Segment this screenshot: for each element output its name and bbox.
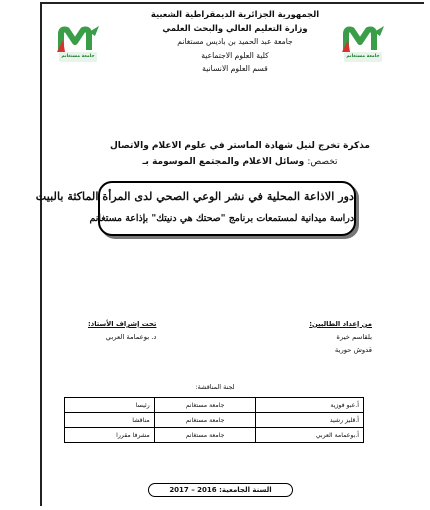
table-row <box>65 413 364 428</box>
academic-year-value: 2016 – 2017 <box>169 486 217 494</box>
member-university: جامعة مستغانم <box>154 428 256 443</box>
institution-header <box>150 8 320 76</box>
member-role: رئيسا <box>65 398 155 413</box>
member-role: مناقشا <box>65 413 155 428</box>
logo-mark-right <box>340 24 386 54</box>
supervisor-block <box>88 318 156 344</box>
committee-heading: لجنة المناقشة: <box>195 383 235 391</box>
thesis-title-box <box>35 181 356 236</box>
member-name: أ.عبو فوزية <box>256 398 364 413</box>
logo-mark-left <box>55 24 101 54</box>
member-university: جامعة مستغانم <box>154 398 256 413</box>
logo-caption-left: جامعة مستغانم <box>59 52 97 62</box>
students-block <box>309 318 372 357</box>
memo-line: مذكرة تخرج لنيل شهادة الماستر في علوم الاعلام والاتصال <box>109 141 371 151</box>
republic-line: الجمهورية الجزائرية الديمقراطية الشعبية <box>150 9 320 19</box>
academic-year-label: السنة الجامعية: <box>219 486 272 494</box>
thesis-subtitle: دراسة ميدانية لمستمعات برنامج "صحتك هي دنيتك" بإذاعة مستغانم <box>89 213 354 224</box>
faculty-line: كلية العلوم الاجتماعية <box>201 50 269 60</box>
university-line: جامعة عبد الحميد بن باديس مستغانم <box>177 37 293 46</box>
table-row <box>65 398 364 413</box>
member-university: جامعة مستغانم <box>154 413 256 428</box>
specialty-value: وسائل الاعلام والمجتمع الموسومة بـ <box>142 157 305 167</box>
member-role: مشرفا مقررا <box>65 428 155 443</box>
specialty-line <box>90 154 390 170</box>
student-name: بلقاسم خيرة <box>336 333 372 341</box>
department-line: قسم العلوم الانسانية <box>202 64 268 73</box>
table-row <box>65 428 364 443</box>
academic-year-box <box>148 483 293 497</box>
students-heading: من إعداد الطالبين: <box>309 320 372 328</box>
member-name: أ.بوعمامة العربي <box>256 428 364 443</box>
logo-caption-right: جامعة مستغانم <box>344 52 382 62</box>
student-name: قدوش حورية <box>334 346 372 354</box>
memo-description <box>90 138 390 170</box>
supervisor-name: د. بوعمامة العربي <box>105 333 157 341</box>
committee-table <box>64 397 364 443</box>
university-logo-right <box>340 24 386 64</box>
specialty-label: تخصص: <box>307 157 338 167</box>
member-name: أ.قليز رشيد <box>256 413 364 428</box>
supervisor-heading: تحت إشراف الأستاذ: <box>88 320 157 328</box>
thesis-title: دور الاذاعة المحلية في نشر الوعي الصحي لدى المرأة الماكثة بالبيت <box>35 189 354 203</box>
ministry-line: وزارة التعليم العالي والبحث العلمي <box>162 22 308 33</box>
university-logo-left <box>55 24 101 64</box>
